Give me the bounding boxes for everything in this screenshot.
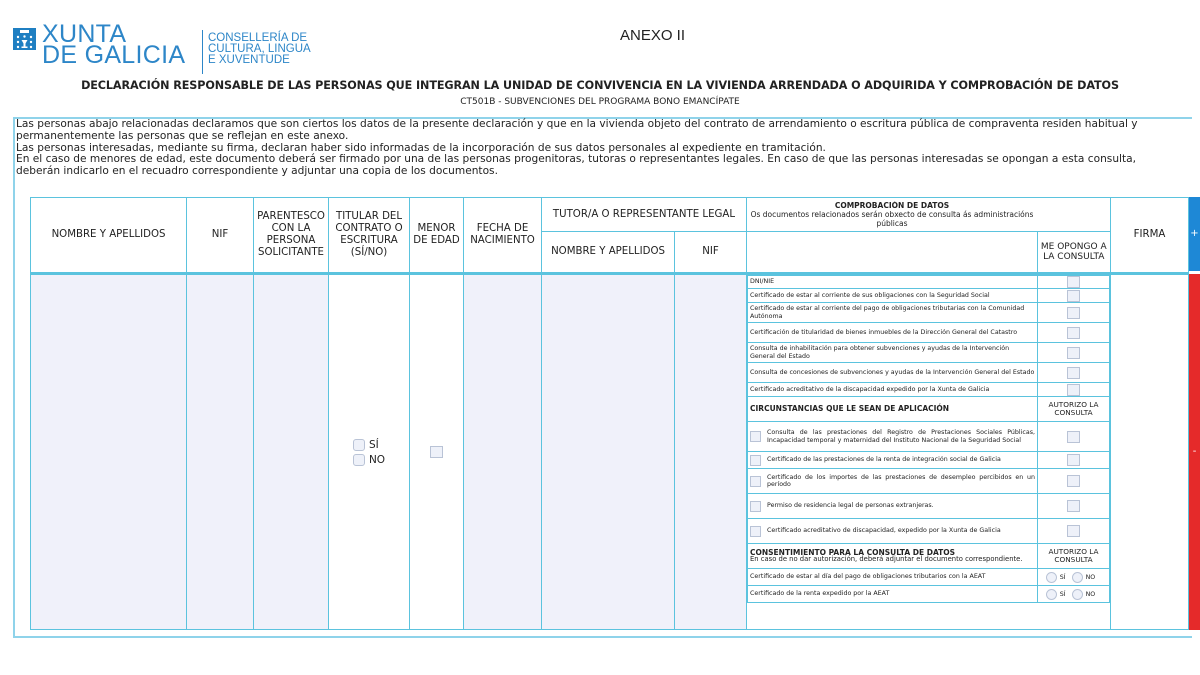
opposition-checkbox[interactable] [1067, 347, 1080, 359]
circumstance-label: Permiso de residencia legal de personas extranjeras. [767, 502, 934, 510]
circumstance-checkbox[interactable] [750, 476, 761, 487]
circumstances-header [748, 397, 1110, 422]
consent-item [748, 586, 1110, 603]
circumstances-authorize-label: AUTORIZO LA CONSULTA [1038, 397, 1110, 422]
opposition-checkbox[interactable] [1067, 276, 1080, 288]
plus-icon: + [1190, 228, 1199, 239]
consent-authorize-label: AUTORIZO LA CONSULTA [1038, 544, 1110, 569]
opposition-checkbox[interactable] [1067, 327, 1080, 339]
opposition-item [748, 363, 1110, 383]
circumstance-checkbox[interactable] [750, 526, 761, 537]
intro-line: Las personas abajo relacionadas declaramos que son ciertos los datos de la presente declaración y que en la vivienda objeto del contrato de arrendamiento o escritura pública de compraventa residen habitual y [16, 118, 1138, 130]
opposition-item [748, 323, 1110, 343]
tutor-nif-input[interactable] [675, 274, 747, 630]
circumstance-label: Certificado de los importes de las prestaciones de desempleo percibidos en un período [767, 473, 1035, 488]
opposition-item [748, 383, 1110, 397]
consent-no-radio[interactable] [1072, 572, 1083, 583]
titular-no-label: NO [368, 453, 386, 466]
intro-line: Las personas interesadas, mediante su firma, declaran haber sido informadas de la incorporación de sus datos personales al expediente en tramitación. [16, 141, 826, 154]
authorize-checkbox[interactable] [1067, 454, 1080, 466]
opposition-label: Certificación de titularidad de bienes inmuebles de la Dirección General del Catastro [748, 323, 1038, 343]
header-firma: FIRMA [1111, 198, 1189, 274]
header-comprobacion [747, 198, 1111, 232]
comprobacion-subtitle: Os documentos relacionados serán obxecto de consulta ás administracións públicas [750, 210, 1034, 228]
document-subtitle: CT501B - SUBVENCIONES DEL PROGRAMA BONO EMANCÍPATE [460, 97, 740, 107]
consent-no-radio[interactable] [1072, 589, 1083, 600]
tutor-nombre-input[interactable] [542, 274, 675, 630]
document-title: DECLARACIÓN RESPONSABLE DE LAS PERSONAS QUE INTEGRAN LA UNIDAD DE CONVIVENCIA EN LA VIVIENDA ARRENDADA O ADQUIRIDA Y COMPROBACIÓN DE DATOS [81, 79, 1119, 92]
opposition-item [748, 343, 1110, 363]
xunta-shield-icon [13, 28, 36, 50]
department-name [208, 33, 311, 66]
intro-text [16, 119, 1200, 178]
remove-row-button[interactable] [1189, 274, 1200, 630]
dept-line-2: CULTURA, LINGUA [208, 43, 311, 55]
intro-line: En el caso de menores de edad, este documento deberá ser firmado por una de las personas progenitoras, tutoras o representantes legales. En caso de que las personas interesadas se opongan a esta consulta, [16, 153, 1136, 166]
opposition-item [748, 303, 1110, 323]
opposition-item [748, 276, 1110, 289]
opposition-label: Certificado de estar al corriente del pago de obligaciones tributarias con la Comunidad Autónoma [748, 303, 1038, 323]
consent-yes-label: SÍ [1059, 591, 1066, 598]
circumstance-label: Consulta de las prestaciones del Registro de Prestaciones Sociales Públicas, Incapacidad temporal y maternidad del Instituto Nacional de la Seguridad Social [767, 429, 1035, 444]
brand-divider [202, 30, 203, 74]
titular-cell [329, 274, 410, 630]
brand-name [42, 20, 186, 69]
consent-note: En caso de no dar autorización, deberá adjuntar el documento correspondiente. [750, 555, 1023, 563]
circumstance-item [748, 469, 1110, 494]
opposition-label: Consulta de concesiones de subvenciones y ayudas de la Intervención General del Estado [748, 363, 1038, 383]
annex-label: ANEXO II [620, 27, 686, 44]
table-row [31, 274, 1189, 630]
nif-input[interactable] [187, 274, 254, 630]
opposition-label: DNI/NIE [748, 276, 1038, 289]
comprobacion-table [747, 275, 1110, 603]
header-opposition-row [747, 232, 1111, 274]
dept-line-3: E XUVENTUDE [208, 54, 290, 66]
household-members-table [30, 197, 1189, 630]
opposition-checkbox[interactable] [1067, 384, 1080, 396]
comprobacion-title: COMPROBACIÓN DE DATOS [834, 201, 950, 210]
header-me-opongo: ME OPONGO A LA CONSULTA [1037, 232, 1110, 272]
minus-icon: - [1192, 446, 1197, 457]
circumstance-label: Certificado de las prestaciones de la renta de integración social de Galicia [767, 456, 1001, 464]
header-nombre: NOMBRE Y APELLIDOS [31, 198, 187, 274]
header-menor: MENOR DE EDAD [410, 198, 464, 274]
header-fecha: FECHA DE NACIMIENTO [464, 198, 542, 274]
opposition-checkbox[interactable] [1067, 307, 1080, 319]
circumstances-title: CIRCUNSTANCIAS QUE LE SEAN DE APLICACIÓN [748, 397, 1038, 422]
intro-line: deberán indicarlo en el recuadro correspondiente y adjuntar una copia de los documentos. [16, 165, 498, 178]
circumstance-checkbox[interactable] [750, 501, 761, 512]
consent-yes-radio[interactable] [1046, 572, 1057, 583]
brand-line-1: XUNTA [42, 20, 127, 48]
menor-cell [410, 274, 464, 630]
circumstance-checkbox[interactable] [750, 431, 761, 442]
opposition-label: Certificado de estar al corriente de sus obligaciones con la Seguridad Social [748, 289, 1038, 303]
consent-no-label: NO [1085, 591, 1096, 598]
authorize-checkbox[interactable] [1067, 525, 1080, 537]
consent-yes-label: SÍ [1059, 574, 1066, 581]
circumstance-item [748, 494, 1110, 519]
firma-field[interactable] [1111, 274, 1189, 630]
fecha-input[interactable] [464, 274, 542, 630]
comprobacion-cell [747, 274, 1111, 630]
nombre-input[interactable] [31, 274, 187, 630]
consent-label: Certificado de la renta expedido por la AEAT [748, 586, 1038, 603]
circumstance-item [748, 519, 1110, 544]
opposition-label: Certificado acreditativo de la discapacidad expedido por la Xunta de Galicia [748, 383, 1038, 397]
consent-header [748, 544, 1110, 569]
consent-label: Certificado de estar al día del pago de obligaciones tributarios con la AEAT [748, 569, 1038, 586]
header-tutor-nombre: NOMBRE Y APELLIDOS [542, 232, 675, 274]
consent-title: CONSENTIMIENTO PARA LA CONSULTA DE DATOS [750, 547, 956, 557]
circumstance-checkbox[interactable] [750, 455, 761, 466]
authorize-checkbox[interactable] [1067, 431, 1080, 443]
consent-yes-radio[interactable] [1046, 589, 1057, 600]
header-parentesco: PARENTESCO CON LA PERSONA SOLICITANTE [254, 198, 329, 274]
opposition-label: Consulta de inhabilitación para obtener subvenciones y ayudas de la Intervención General del Estado [748, 343, 1038, 363]
opposition-item [748, 289, 1110, 303]
titular-no-radio[interactable] [353, 454, 365, 466]
titular-yes-radio[interactable] [353, 439, 365, 451]
authorize-checkbox[interactable] [1067, 500, 1080, 512]
header-titular: TITULAR DEL CONTRATO O ESCRITURA (SÍ/NO) [329, 198, 410, 274]
circumstance-label: Certificado acreditativo de discapacidad, expedido por la Xunta de Galicia [767, 527, 1001, 535]
header-tutor-group: TUTOR/A O REPRESENTANTE LEGAL [542, 198, 747, 232]
header-tutor-nif: NIF [675, 232, 747, 274]
titular-yes-label: SÍ [368, 438, 379, 451]
intro-line: permanentemente las personas que se reflejan en este anexo. [16, 129, 349, 142]
opposition-checkbox[interactable] [1067, 290, 1080, 302]
opposition-checkbox[interactable] [1067, 367, 1080, 379]
brand-line-2: DE GALICIA [42, 41, 186, 69]
consent-item [748, 569, 1110, 586]
parentesco-input[interactable] [254, 274, 329, 630]
consent-no-label: NO [1085, 574, 1096, 581]
circumstance-item [748, 422, 1110, 452]
add-row-button[interactable] [1189, 197, 1200, 271]
menor-checkbox[interactable] [430, 446, 443, 458]
header-nif: NIF [187, 198, 254, 274]
dept-line-1: CONSELLERÍA DE [208, 32, 308, 44]
circumstance-item [748, 452, 1110, 469]
authorize-checkbox[interactable] [1067, 475, 1080, 487]
